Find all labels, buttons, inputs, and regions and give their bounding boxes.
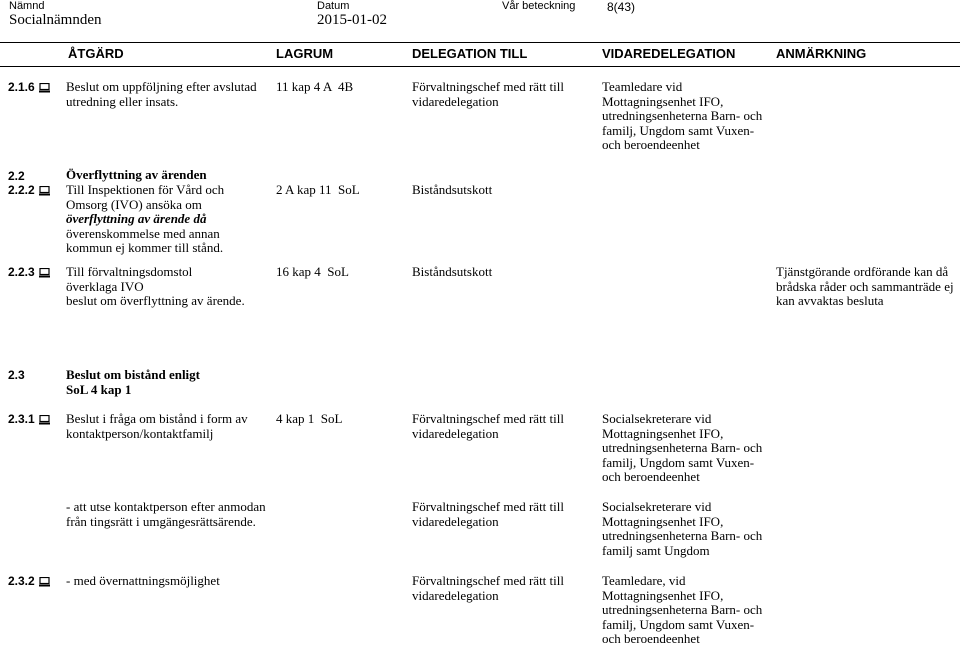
namnd-label: Nämnd bbox=[9, 0, 45, 12]
computer-icon bbox=[39, 577, 50, 587]
vidaredelegation-cell: Teamledare, vid Mottagningsenhet IFO, utredningsenheterna Barn- och familj, Ungdom samt Vuxen- och beroendeenhet bbox=[602, 573, 763, 647]
row-number: 2.2.2 bbox=[8, 183, 50, 198]
computer-icon bbox=[39, 186, 50, 196]
atgard-cell: Till förvaltningsdomstol överklaga IVO beslut om överflyttning av ärende. bbox=[66, 264, 245, 309]
computer-icon bbox=[39, 83, 50, 93]
delegation-cell: Förvaltningschef med rätt till vidaredelegation bbox=[412, 411, 564, 441]
anmarkning-cell: Tjänstgörande ordförande kan då brådska råder och sammanträde ej kan avvaktas besluta bbox=[776, 264, 954, 309]
delegation-cell: Biståndsutskott bbox=[412, 182, 493, 197]
column-header-atgard: ÅTGÄRD bbox=[68, 46, 124, 61]
atgard-cell: - att utse kontaktperson efter anmodan från tingsrätt i umgängesrättsärende. bbox=[66, 499, 266, 529]
lagrum-cell: 11 kap 4 A 4B bbox=[276, 79, 354, 94]
atgard-cell: Beslut i fråga om bistånd i form av kontaktperson/kontaktfamilj bbox=[66, 411, 248, 441]
section-title: Överflyttning av ärenden bbox=[66, 167, 207, 182]
beteckning-label: Vår beteckning bbox=[502, 0, 576, 12]
datum-label: Datum bbox=[317, 0, 350, 12]
column-header-anmarkning: ANMÄRKNING bbox=[776, 46, 867, 61]
namnd-value: Socialnämnden bbox=[9, 12, 102, 28]
header-rule-top bbox=[0, 42, 960, 43]
section-title: Beslut om bistånd enligt SoL 4 kap 1 bbox=[66, 367, 200, 397]
row-number: 2.3.1 bbox=[8, 412, 50, 427]
lagrum-cell: 2 A kap 11 SoL bbox=[276, 182, 360, 197]
vidaredelegation-cell: Socialsekreterare vid Mottagningsenhet IFO, utredningsenheterna Barn- och familj samt Ungdom bbox=[602, 499, 763, 558]
atgard-cell: - med övernattningsmöjlighet bbox=[66, 573, 220, 588]
lagrum-cell: 4 kap 1 SoL bbox=[276, 411, 343, 426]
vidaredelegation-cell: Teamledare vid Mottagningsenhet IFO, utredningsenheterna Barn- och familj, Ungdom samt Vuxen- och beroendeenhet bbox=[602, 79, 763, 153]
computer-icon bbox=[39, 268, 50, 278]
row-number: 2.1.6 bbox=[8, 80, 50, 95]
row-number: 2.3.2 bbox=[8, 574, 50, 589]
lagrum-cell: 16 kap 4 SoL bbox=[276, 264, 349, 279]
delegation-cell: Biståndsutskott bbox=[412, 264, 493, 279]
section-number: 2.3 bbox=[8, 368, 25, 382]
delegation-cell: Förvaltningschef med rätt till vidaredelegation bbox=[412, 573, 564, 603]
atgard-cell: Till Inspektionen för Vård och Omsorg (IVO) ansöka om överflyttning av ärende då överenskommelse med annan kommun ej kommer till stånd. bbox=[66, 182, 225, 256]
page-number: 8(43) bbox=[607, 0, 636, 14]
section-number: 2.2 bbox=[8, 169, 25, 183]
delegation-cell: Förvaltningschef med rätt till vidaredelegation bbox=[412, 499, 564, 529]
column-header-lagrum: LAGRUM bbox=[276, 46, 334, 61]
vidaredelegation-cell: Socialsekreterare vid Mottagningsenhet IFO, utredningsenheterna Barn- och familj, Ungdom samt Vuxen- och beroendeenhet bbox=[602, 411, 763, 485]
row-number: 2.2.3 bbox=[8, 265, 50, 280]
column-header-vidaredelegation: VIDAREDELEGATION bbox=[602, 46, 736, 61]
header-rule-bottom bbox=[0, 66, 960, 67]
computer-icon bbox=[39, 415, 50, 425]
atgard-cell: Beslut om uppföljning efter avslutad utredning eller insats. bbox=[66, 79, 257, 109]
column-header-delegation: DELEGATION TILL bbox=[412, 46, 528, 61]
datum-value: 2015-01-02 bbox=[317, 12, 387, 28]
delegation-cell: Förvaltningschef med rätt till vidaredelegation bbox=[412, 79, 564, 109]
